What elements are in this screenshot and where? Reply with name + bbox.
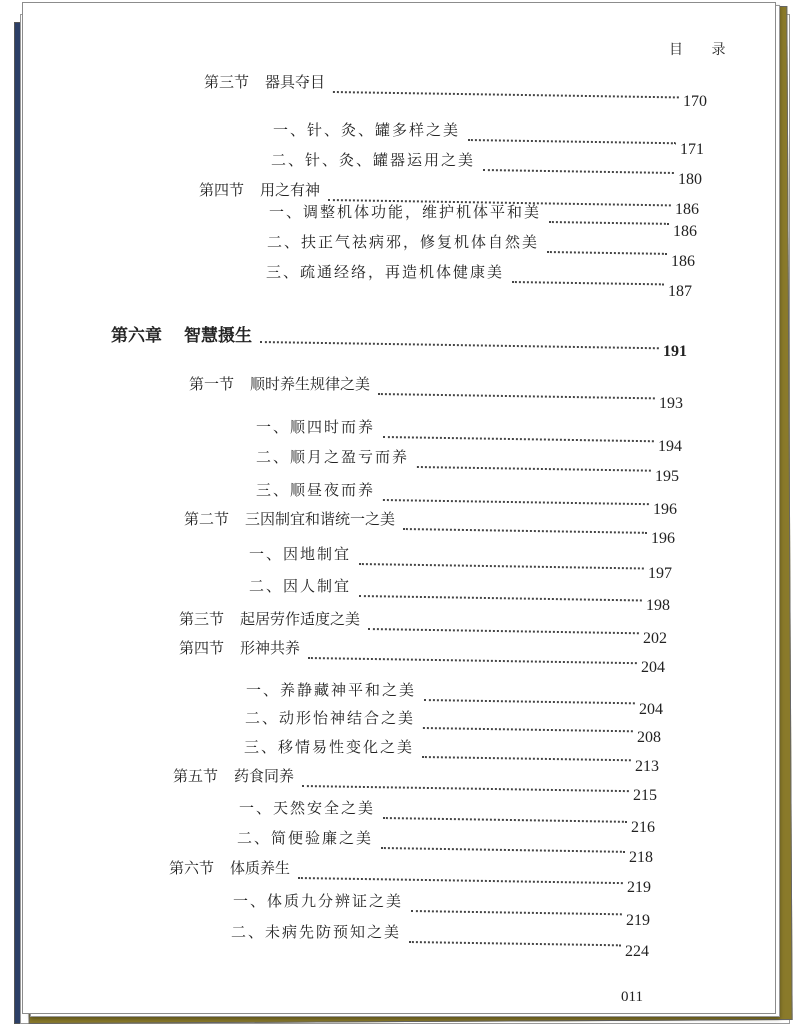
dot-leader [512, 269, 664, 285]
dot-leader [547, 239, 667, 255]
entry-title: 三因制宜和谐统一之美 [245, 510, 396, 528]
entry-title: 二、简便验廉之美 [237, 829, 374, 847]
entry-page-number: 208 [637, 729, 661, 746]
entry-title: 一、调整机体功能，维护机体平和美 [269, 203, 542, 221]
entry-title: 三、疏通经络，再造机体健康美 [266, 263, 505, 281]
dot-leader [411, 898, 622, 915]
entry-title: 一、养静藏神平和之美 [246, 681, 417, 699]
entry-title: 二、针、灸、罐器运用之美 [271, 151, 476, 169]
entry-title: 二、未病先防预知之美 [231, 923, 402, 941]
toc-subsection-entry [266, 261, 692, 301]
toc-section-entry [184, 508, 675, 548]
entry-prefix: 第二节 [184, 510, 230, 528]
entry-prefix: 第三节 [179, 610, 225, 628]
dot-leader [468, 127, 676, 144]
entry-title: 一、因地制宜 [249, 545, 352, 563]
entry-page-number: 191 [663, 343, 687, 360]
entry-title: 二、动形怡神结合之美 [245, 709, 416, 727]
entry-title: 一、顺四时而养 [256, 418, 376, 436]
dot-leader [260, 329, 659, 349]
toc-chapter-entry [111, 321, 687, 361]
dot-leader [417, 454, 651, 472]
entry-page-number: 194 [658, 438, 682, 455]
dot-leader [383, 805, 627, 823]
entry-title: 器具夺目 [265, 73, 326, 91]
entry-page-number: 204 [641, 659, 665, 676]
entry-prefix: 第五节 [173, 767, 219, 785]
entry-title: 用之有神 [260, 181, 321, 199]
toc-page [22, 2, 776, 1014]
dot-leader [381, 835, 625, 853]
dot-leader [409, 929, 621, 946]
dot-leader [298, 865, 623, 884]
entry-page-number: 196 [651, 530, 675, 547]
dot-leader [422, 744, 631, 761]
entry-prefix: 第一节 [189, 375, 235, 393]
running-header: 目 录 [669, 42, 738, 58]
entry-prefix: 第四节 [179, 639, 225, 657]
entry-title: 三、顺昼夜而养 [256, 481, 376, 499]
entry-title: 二、扶正气祛病邪，修复机体自然美 [267, 233, 540, 251]
dot-leader [483, 157, 674, 174]
dot-leader [423, 715, 633, 732]
entry-title: 起居劳作适度之美 [240, 610, 361, 628]
toc-section-entry [189, 373, 683, 413]
entry-prefix: 第六节 [169, 859, 215, 877]
entry-prefix: 第六章 [111, 326, 162, 346]
dot-leader [403, 516, 647, 534]
entry-page-number: 197 [648, 565, 672, 582]
page-number: 011 [621, 989, 643, 1005]
dot-leader [383, 487, 649, 505]
dot-leader [378, 381, 655, 399]
entry-page-number: 171 [680, 141, 704, 158]
entry-title: 一、体质九分辨证之美 [233, 892, 404, 910]
entry-page-number: 198 [646, 597, 670, 614]
entry-page-number: 195 [655, 468, 679, 485]
dot-leader [333, 79, 679, 98]
entry-title: 形神共养 [240, 639, 301, 657]
dot-leader [368, 616, 639, 634]
entry-page-number: 224 [625, 943, 649, 960]
entry-page-number: 218 [629, 849, 653, 866]
dot-leader [302, 773, 629, 792]
dot-leader [308, 645, 637, 664]
toc-subsection-entry [231, 921, 649, 961]
entry-title: 二、因人制宜 [249, 577, 352, 595]
entry-title: 二、顺月之盈亏而养 [256, 448, 410, 466]
entry-prefix: 第三节 [204, 73, 250, 91]
dot-leader [549, 209, 669, 225]
entry-page-number: 215 [633, 787, 657, 804]
entry-page-number: 204 [639, 701, 663, 718]
entry-title: 药食同养 [234, 767, 295, 785]
entry-page-number: 193 [659, 395, 683, 412]
entry-title: 一、针、灸、罐多样之美 [273, 121, 461, 139]
toc-section-entry [179, 637, 665, 677]
entry-title: 体质养生 [230, 859, 291, 877]
entry-page-number: 170 [683, 93, 707, 110]
entry-page-number: 219 [626, 912, 650, 929]
entry-page-number: 180 [678, 171, 702, 188]
entry-page-number: 216 [631, 819, 655, 836]
entry-title: 智慧摄生 [184, 326, 252, 346]
entry-page-number: 219 [627, 879, 651, 896]
entry-page-number: 186 [673, 223, 697, 240]
entry-page-number: 187 [668, 283, 692, 300]
entry-page-number: 196 [653, 501, 677, 518]
dot-leader [383, 424, 654, 442]
entry-title: 顺时养生规律之美 [250, 375, 371, 393]
dot-leader [359, 583, 642, 601]
entry-page-number: 186 [671, 253, 695, 270]
entry-page-number: 202 [643, 630, 667, 647]
toc-section-entry [204, 71, 707, 111]
entry-title: 三、移情易性变化之美 [244, 738, 415, 756]
entry-page-number: 213 [635, 758, 659, 775]
dot-leader [424, 687, 635, 704]
entry-page-number: 186 [675, 201, 699, 218]
entry-prefix: 第四节 [199, 181, 245, 199]
entry-title: 一、天然安全之美 [239, 799, 376, 817]
dot-leader [359, 551, 644, 569]
